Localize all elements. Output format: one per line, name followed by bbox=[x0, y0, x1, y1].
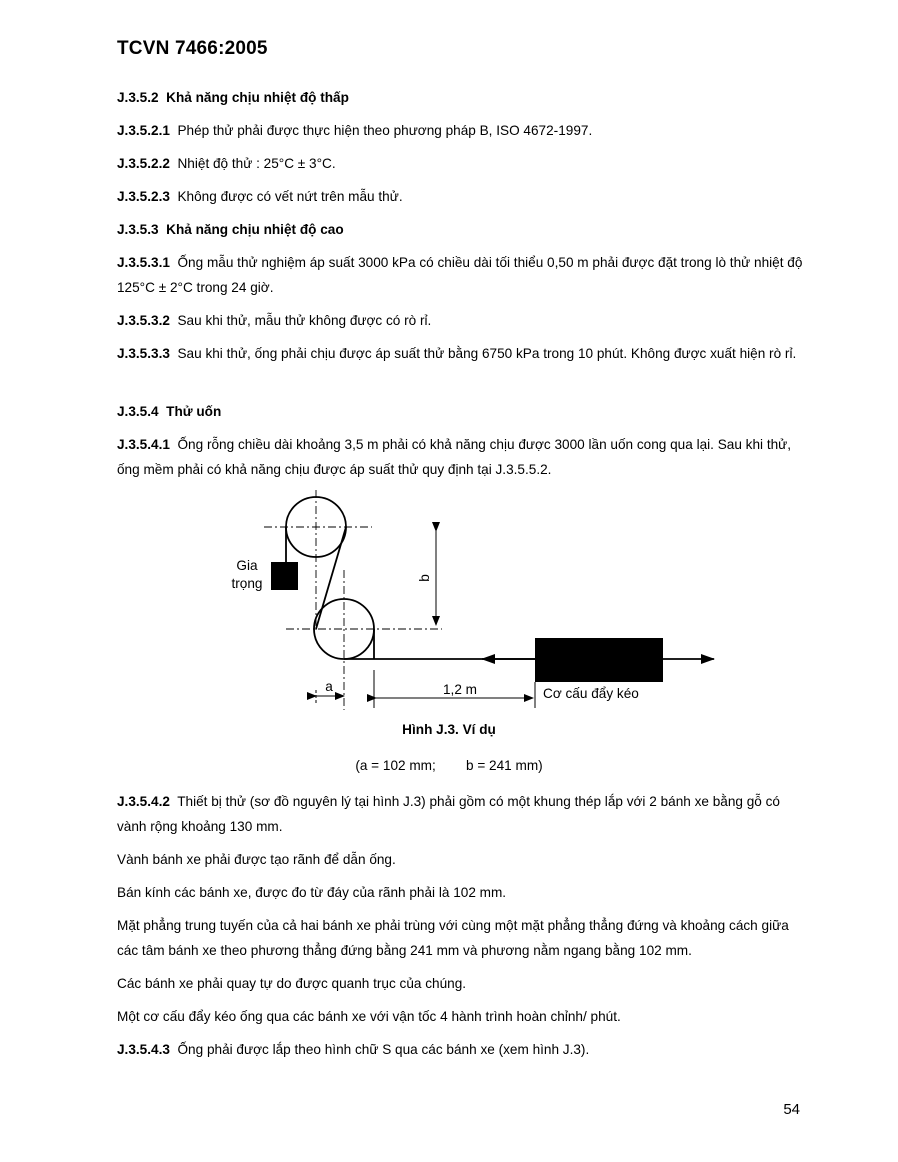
hose bbox=[286, 527, 714, 659]
paragraph: Một cơ cấu đẩy kéo ống qua các bánh xe với vận tốc 4 hành trình hoàn chỉnh/ phút. bbox=[117, 1009, 621, 1024]
section-heading: J.3.5.3 Khả năng chịu nhiệt độ cao bbox=[117, 222, 344, 237]
weight-label: trọng bbox=[231, 576, 263, 591]
upper-wheel bbox=[286, 497, 346, 557]
paragraph: Các bánh xe phải quay tự do được quanh trục của chúng. bbox=[117, 976, 467, 991]
paragraph: J.3.5.2.1 Phép thử phải được thực hiện theo phương pháp B, ISO 4672-1997. bbox=[117, 123, 593, 138]
paragraph: J.3.5.4.2 Thiết bị thử (sơ đồ nguyên lý tại hình J.3) phải gồm có một khung thép lắp với 2 bánh xe bằng gỗ có vành rộng khoảng 130 mm. bbox=[117, 794, 780, 834]
paragraph: J.3.5.2.2 Nhiệt độ thử : 25°C ± 3°C. bbox=[117, 156, 336, 171]
paragraph: Mặt phẳng trung tuyến của cả hai bánh xe phải trùng với cùng một mặt phẳng thẳng đứng và khoảng cách giữa các tâm bánh xe theo phương thẳng đứng bằng 241 mm và phương nằm ngang bằng 102 mm. bbox=[117, 918, 789, 958]
paragraph: J.3.5.2.3 Không được có vết nứt trên mẫu thử. bbox=[117, 189, 403, 204]
paragraph: J.3.5.4.1 Ống rỗng chiều dài khoảng 3,5 m phải có khả năng chịu được 3000 lần uốn cong qua lại. Sau khi thử, ống mềm phải có khả năng chịu được áp suất thử quy định tại J.3.5.5.2. bbox=[117, 437, 792, 477]
dimension-a-label: a bbox=[325, 679, 333, 694]
paragraph: J.3.5.3.1 Ống mẫu thử nghiệm áp suất 3000 kPa có chiều dài tối thiểu 0,50 m phải được đặt trong lò thử nhiệt độ 125°C ± 2°C trong 24 giờ. bbox=[117, 255, 803, 295]
paragraph: Bán kính các bánh xe, được đo từ đáy của rãnh phải là 102 mm. bbox=[117, 885, 507, 900]
dimension-a bbox=[316, 690, 344, 705]
weight-block bbox=[271, 562, 298, 590]
mechanism-label: Cơ cấu đẩy kéo bbox=[543, 686, 639, 701]
figure-caption: Hình J.3. Ví dụ bbox=[402, 722, 496, 737]
paragraph: J.3.5.3.2 Sau khi thử, mẫu thử không được có rò rỉ. bbox=[117, 313, 432, 328]
paragraph: Vành bánh xe phải được tạo rãnh để dẫn ống. bbox=[117, 852, 396, 867]
dimension-length-label: 1,2 m bbox=[443, 682, 477, 697]
paragraph: J.3.5.3.3 Sau khi thử, ống phải chịu được áp suất thử bằng 6750 kPa trong 10 phút. Không được xuất hiện rò rỉ. bbox=[117, 346, 797, 361]
weight-label: Gia bbox=[236, 558, 258, 573]
push-pull-mechanism bbox=[535, 638, 663, 682]
section-heading: J.3.5.2 Khả năng chịu nhiệt độ thấp bbox=[117, 90, 349, 105]
paragraph: J.3.5.4.3 Ống phải được lắp theo hình chữ S qua các bánh xe (xem hình J.3). bbox=[117, 1042, 590, 1057]
document-header: TCVN 7466:2005 bbox=[117, 38, 268, 59]
page-number: 54 bbox=[783, 1101, 800, 1118]
lower-wheel bbox=[314, 599, 374, 659]
dimension-b-label: b bbox=[417, 574, 432, 582]
dimension-length bbox=[374, 670, 535, 708]
section-heading: J.3.5.4 Thử uốn bbox=[117, 404, 222, 419]
figure-subcaption: (a = 102 mm; b = 241 mm) bbox=[355, 758, 543, 773]
